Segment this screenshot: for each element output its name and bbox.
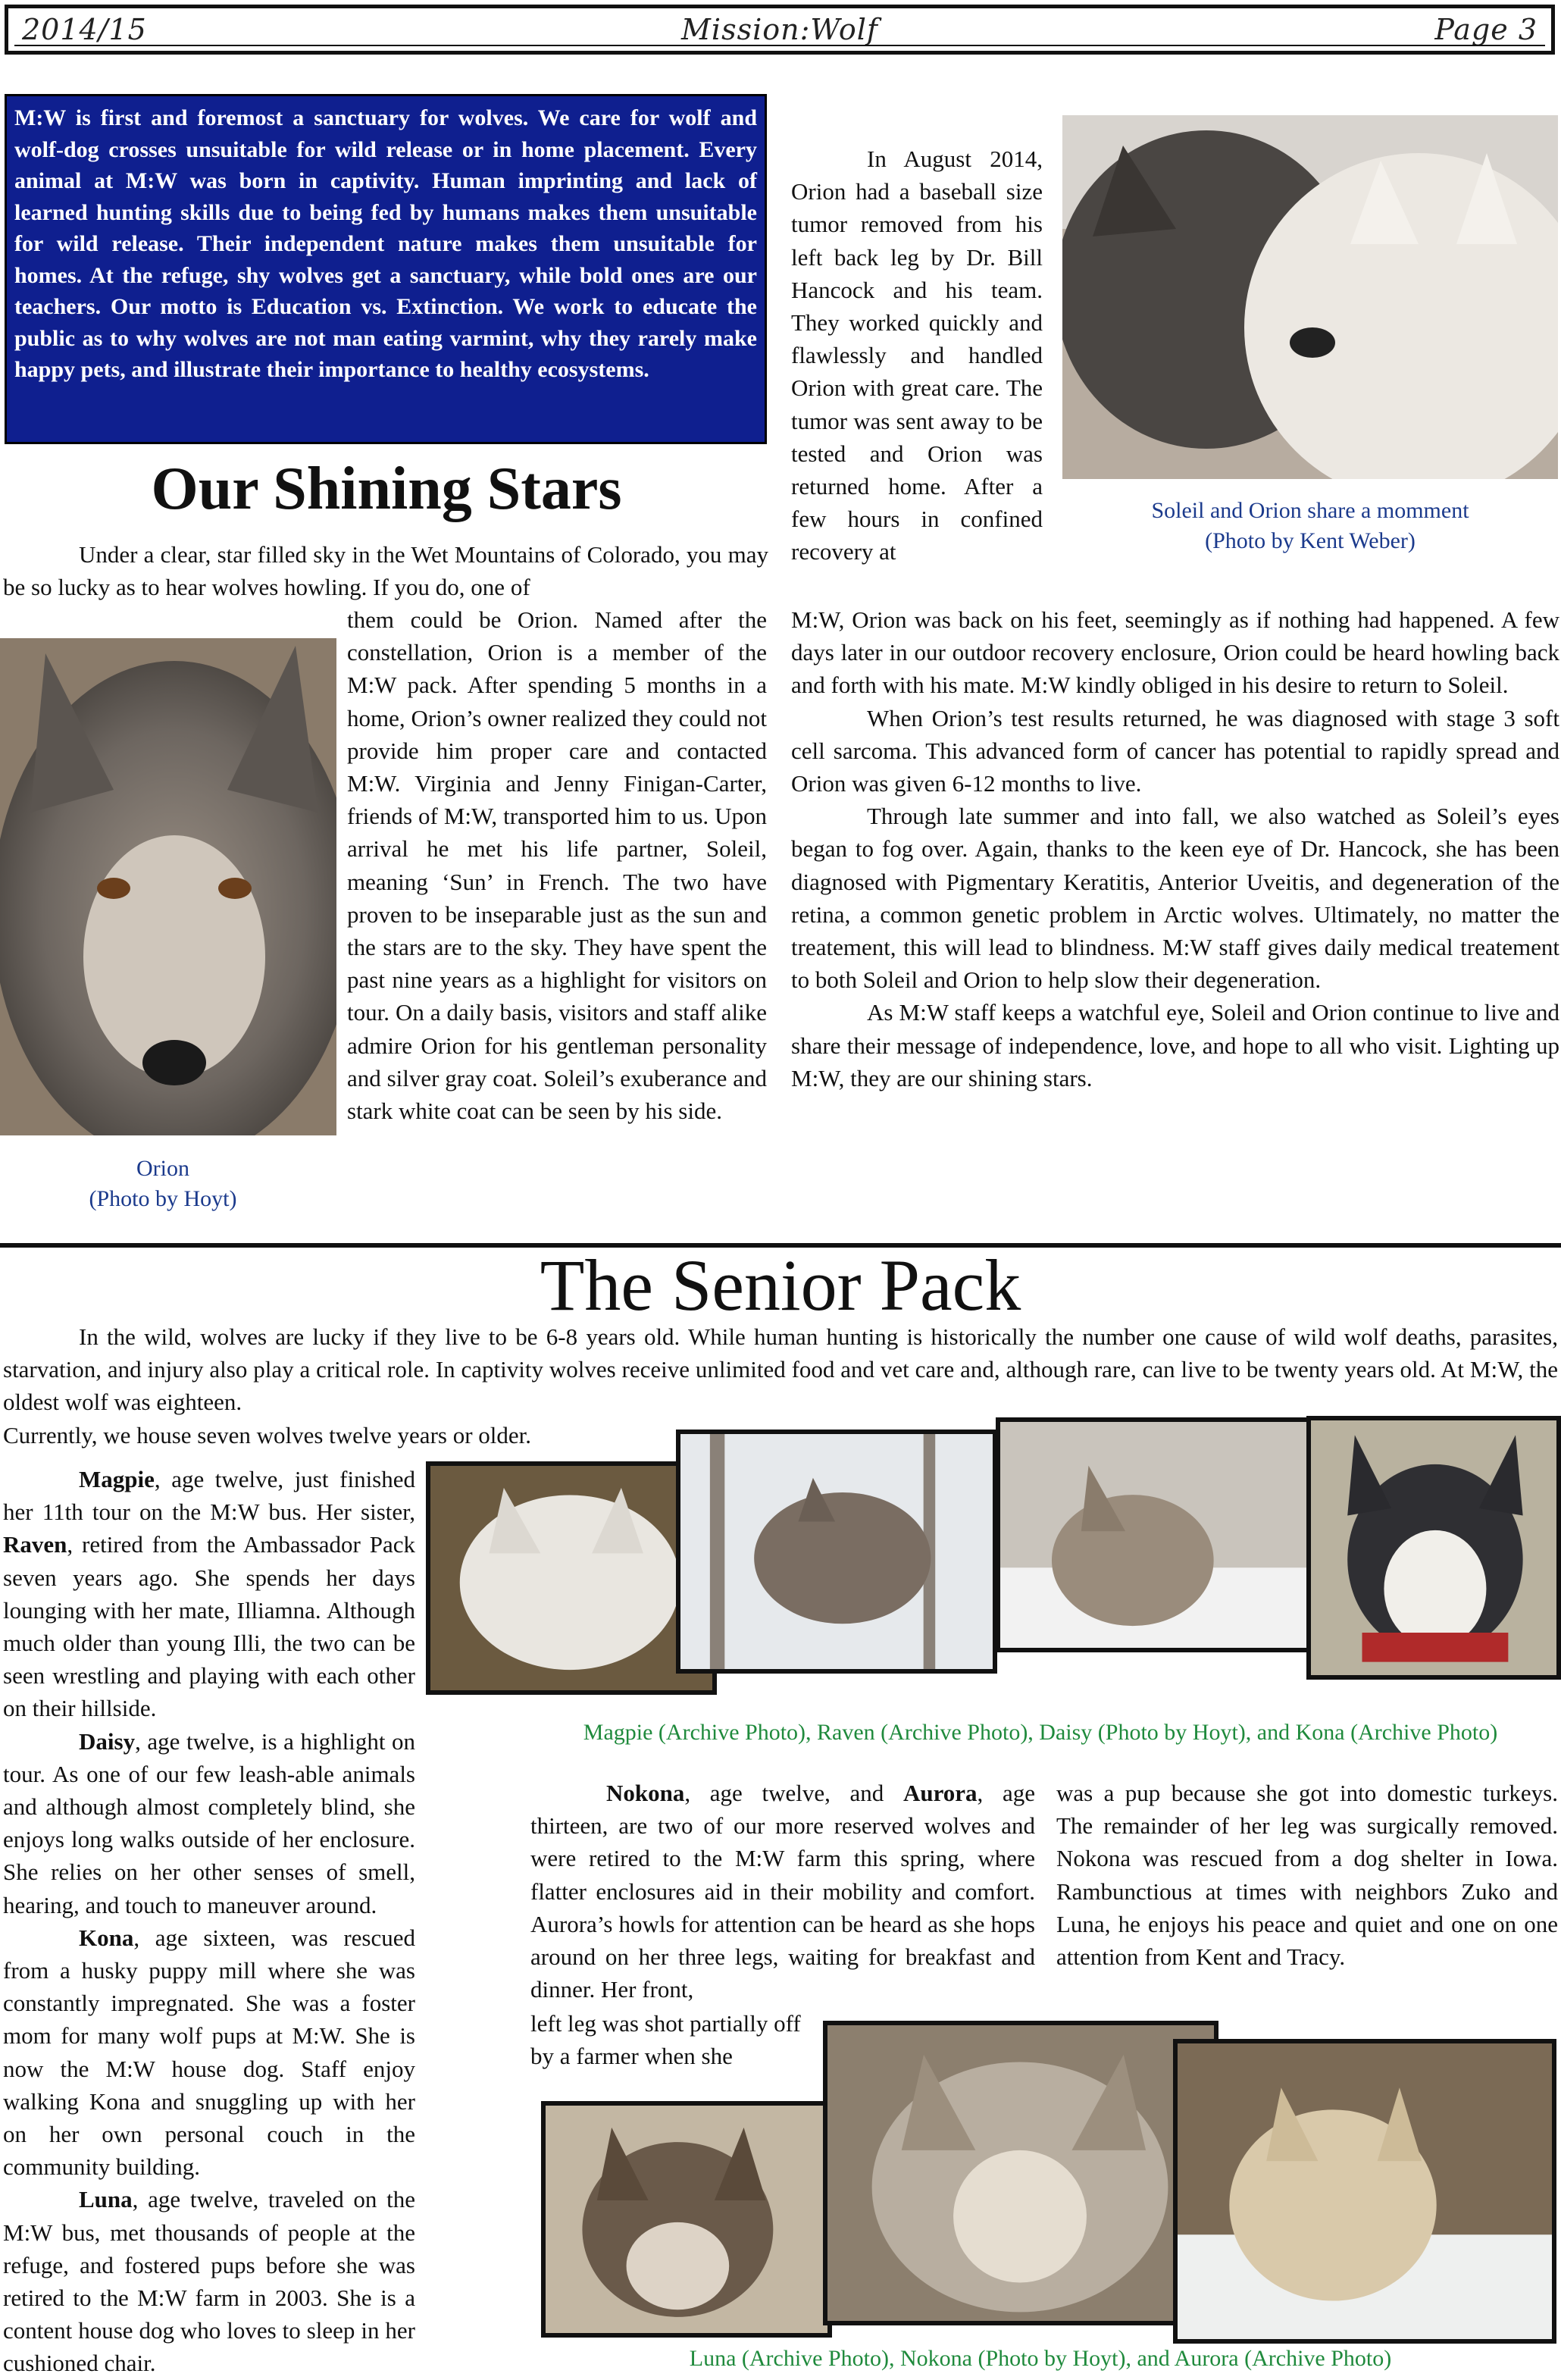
- raven-photo: [676, 1430, 997, 1674]
- article2-left-column: [3, 1463, 415, 2380]
- article1-lead: Under a clear, star filled sky in the Wet Mountains of Colorado, you may be so lucky as to hear wolves howling. If you do, one of: [3, 541, 768, 601]
- luna-photo: [541, 2101, 832, 2338]
- daisy-paragraph: Daisy, age twelve, is a highlight on tour. As one of our few leash-able animals and although almost completely blind, she enjoys long walks outside of her enclosure. She relies on her other senses of smell, hearing, and touch to maneuver around.: [3, 1727, 415, 1918]
- kona-photo: [1306, 1416, 1561, 1680]
- page-header: [5, 5, 1555, 55]
- header-publication: Mission:Wolf: [681, 13, 878, 46]
- senior-pack-caption-top: Magpie (Archive Photo), Raven (Archive Photo), Daisy (Photo by Hoyt), and Kona (Archive Photo): [583, 1720, 1498, 1745]
- senior-pack-caption-bottom: Luna (Archive Photo), Nokona (Photo by Hoyt), and Aurora (Archive Photo): [689, 2346, 1392, 2371]
- aurora-photo: [1173, 2039, 1556, 2344]
- article1-right-narrow: In August 2014, Orion had a baseball size tumor removed from his left back leg by Dr. Bill Hancock and his team. They worked quickly and flawlessly and handled Orion with great care. The tumor was sent away to be tested and Orion was returned home. After a few hours in confined recovery at: [791, 146, 1043, 565]
- daisy-photo: [996, 1417, 1311, 1652]
- nokona-aurora-paragraph: Nokona, age twelve, and Aurora, age thirteen, are two of our more reserved wolves and were retired to the M:W farm this spring, where flatter enclosures aid in their mobility and comfort. Aurora’s howls for attention can be heard as she hops around on her three legs, waiting for breakfast and dinner. Her front,: [530, 1780, 1035, 2003]
- soleil-caption: Soleil and Orion share a momment (Photo by Kent Weber): [1151, 498, 1469, 553]
- nokona-photo: [823, 2021, 1218, 2325]
- article-title-shining-stars: Our Shining Stars: [151, 456, 622, 522]
- luna-paragraph: Luna, age twelve, traveled on the M:W bus, met thousands of people at the refuge, and fostered pups before she was retired to the M:W farm in 2003. She is a content house dog who loves to sleep in her cushioned chair.: [3, 2186, 415, 2377]
- article-title-senior-pack: The Senior Pack: [540, 1245, 1021, 1326]
- article2-intro: In the wild, wolves are lucky if they live to be 6-8 years old. While human hunting is historically the number one cause of wild wolf deaths, parasites, starvation, and injury also play a critical role. In captivity wolves receive unlimited food and vet care and, although rare, can live to be twenty years old. At M:W, the oldest wolf was eighteen.: [3, 1323, 1558, 1416]
- header-year: 2014/15: [22, 13, 147, 46]
- kona-paragraph: Kona, age sixteen, was rescued from a husky puppy mill where she was constantly impregnated. She was a foster mom for many wolf pups at M:W. She is now the M:W house dog. Staff enjoy walking Kona and snuggling up with her on her own personal couch in the community building.: [3, 1924, 415, 2181]
- intro-box: M:W is first and foremost a sanctuary for wolves. We care for wolf and wolf-dog crosses unsuitable for wild release or in home placement. Every animal at M:W was born in captivity. Human imprinting and lack of learned hunting skills due to being fed by humans makes them unsuitable for wild release. Their independent nature makes them unsuitable for homes. At the refuge, shy wolves get a sanctuary, while bold ones are our teachers. Our motto is Education vs. Extinction. We work to educate the public as to why wolves are not man eating varmint, why they rarely make happy pets, and illustrate their importance to healthy ecosystems.: [5, 94, 767, 444]
- nokona-aurora-paragraph-end: left leg was shot partially off by a farmer when she: [530, 2010, 801, 2070]
- orion-caption: Orion (Photo by Hoyt): [89, 1156, 237, 1211]
- magpie-photo: [426, 1461, 717, 1695]
- orion-photo: [0, 638, 336, 1135]
- header-page-number: Page 3: [1434, 13, 1538, 46]
- magpie-paragraph: Magpie, age twelve, just finished her 11th tour on the M:W bus. Her sister, Raven, retired from the Ambassador Pack seven years ago. She spends her days lounging with her mate, Illiamna. Although much older than young Illi, the two can be seen wrestling and playing with each other on their hillside.: [3, 1466, 415, 1722]
- article2-intro-2: Currently, we house seven wolves twelve years or older.: [3, 1422, 532, 1448]
- soleil-orion-photo: [1062, 115, 1558, 479]
- nokona-right-paragraph: was a pup because she got into domestic turkeys. The remainder of her leg was surgically removed. Nokona was rescued from a dog shelter in Iowa. Rambunctious at times with neighbors Zuko and Luna, he enjoys his peace and quiet and one on one attention from Kent and Tracy.: [1056, 1780, 1558, 1971]
- article1-column-text: them could be Orion. Named after the constellation, Orion is a member of the M:W pack. After spending 5 months in a home, Orion’s owner realized they could not provide him proper care and contacted M:W. Virginia and Jenny Finigan-Carter, friends of M:W, transported him to us. Upon arrival he met his life partner, Soleil, meaning ‘Sun’ in French. The two have proven to be inseparable just as the sun and the stars are to the sky. They have spent the past nine years as a highlight for visitors on tour. On a daily basis, visitors and staff alike admire Orion for his gentleman personality and silver gray coat. Soleil’s exuberance and stark white coat can be seen by his side.: [347, 606, 767, 1125]
- article1-right-column: M:W, Orion was back on his feet, seemingly as if nothing had happened. A few days later in our outdoor recovery enclosure, Orion could be heard howling back and forth with his mate. M:W kindly obliged in his desire to return to Soleil. When Orion’s test results returned, he was diagnosed with stage 3 soft cell sarcoma. This advanced form of cancer has potential to rapidly spread and Orion was given 6-12 months to live. Through late summer and into fall, we also watched as Soleil’s eyes began to fog over. Again, thanks to the keen eye of Dr. Hancock, she has been diagnosed with Pigmentary Keratitis, Anterior Uveitis, and degeneration of the retina, a common genetic problem in Arctic wolves. Ultimately, no matter the treatement, this will lead to blindness. M:W staff gives daily medical treatement to both Soleil and Orion to help slow their degeneration. As M:W staff keeps a watchful eye, Soleil and Orion continue to live and share their message of independence, love, and hope to all who visit. Lighting up M:W, they are our shining stars.: [791, 606, 1559, 1091]
